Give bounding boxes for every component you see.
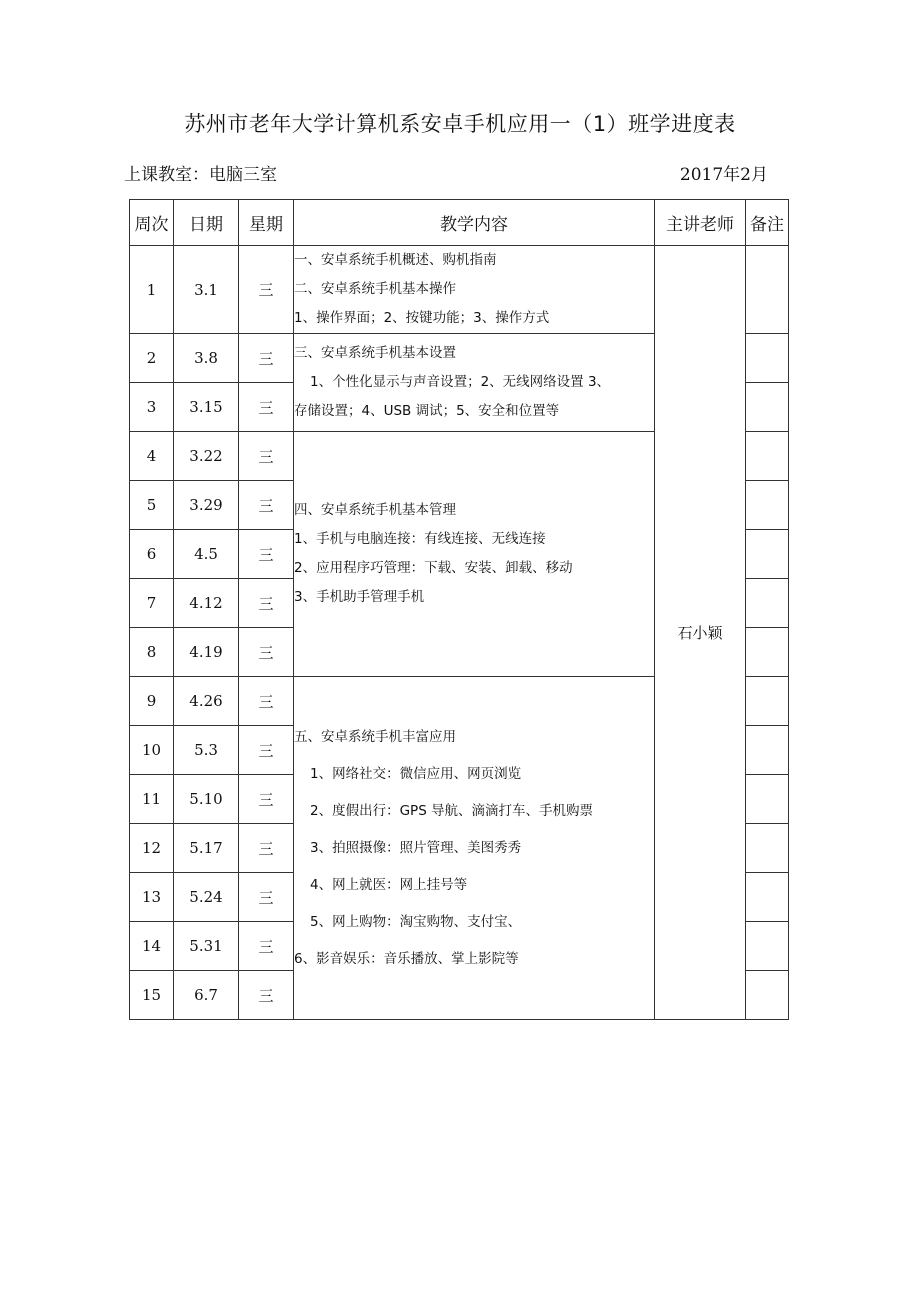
content-line: 1、网络社交：微信应用、网页浏览: [310, 765, 522, 782]
note-cell: [746, 432, 789, 481]
weekday-cell: 三: [239, 481, 294, 530]
week-cell: 4: [130, 432, 174, 481]
week-cell: 5: [130, 481, 174, 530]
weekday-cell: 三: [239, 922, 294, 971]
week-cell: 14: [130, 922, 174, 971]
weekday-cell: 三: [239, 873, 294, 922]
week-cell: 11: [130, 775, 174, 824]
content-line: 3、手机助手管理手机: [294, 589, 425, 605]
weekday-cell: 三: [239, 677, 294, 726]
weekday-cell: 三: [239, 334, 294, 383]
date-cell: 4.12: [174, 579, 239, 628]
note-cell: [746, 824, 789, 873]
content-line: 1、个性化显示与声音设置；2、无线网络设置 3、: [310, 374, 611, 390]
date-cell: 4.5: [174, 530, 239, 579]
weekday-cell: 三: [239, 579, 294, 628]
weekday-cell: 三: [239, 726, 294, 775]
date-cell: 3.15: [174, 383, 239, 432]
date-cell: 6.7: [174, 971, 239, 1020]
note-cell: [746, 334, 789, 383]
header-row: [130, 200, 789, 246]
date-cell: 5.3: [174, 726, 239, 775]
date-label: 2017年2月: [679, 165, 768, 185]
content-block-3: [294, 432, 655, 677]
weekday-cell: 三: [239, 432, 294, 481]
date-cell: 3.22: [174, 432, 239, 481]
header-content: 教学内容: [294, 200, 655, 246]
note-cell: [746, 873, 789, 922]
content-line: 一、安卓系统手机概述、购机指南: [294, 252, 497, 268]
weekday-cell: 三: [239, 246, 294, 334]
week-cell: 15: [130, 971, 174, 1020]
note-cell: [746, 530, 789, 579]
content-line: 3、拍照摄像：照片管理、美图秀秀: [310, 839, 522, 856]
note-cell: [746, 971, 789, 1020]
date-cell: 5.17: [174, 824, 239, 873]
week-cell: 6: [130, 530, 174, 579]
content-line: 6、影音娱乐：音乐播放、掌上影院等: [294, 950, 519, 967]
week-cell: 10: [130, 726, 174, 775]
note-cell: [746, 775, 789, 824]
header-weekday: 星期: [239, 200, 294, 246]
week-cell: 2: [130, 334, 174, 383]
content-block-4: [294, 677, 655, 1020]
weekday-cell: 三: [239, 775, 294, 824]
note-cell: [746, 922, 789, 971]
header-date: 日期: [174, 200, 239, 246]
note-cell: [746, 726, 789, 775]
date-cell: 5.10: [174, 775, 239, 824]
table-row: [130, 246, 789, 334]
content-line: 存储设置；4、USB 调试；5、安全和位置等: [294, 403, 560, 419]
date-cell: 3.1: [174, 246, 239, 334]
weekday-cell: 三: [239, 824, 294, 873]
content-line: 四、安卓系统手机基本管理: [294, 502, 456, 518]
weekday-cell: 三: [239, 628, 294, 677]
date-cell: 5.31: [174, 922, 239, 971]
header-week: 周次: [130, 200, 174, 246]
week-cell: 13: [130, 873, 174, 922]
note-cell: [746, 677, 789, 726]
weekday-cell: 三: [239, 383, 294, 432]
week-cell: 7: [130, 579, 174, 628]
note-cell: [746, 246, 789, 334]
content-line: 2、度假出行：GPS 导航、滴滴打车、手机购票: [310, 802, 594, 819]
content-line: 5、网上购物：淘宝购物、支付宝、: [310, 913, 522, 930]
content-line: 2、应用程序巧管理：下载、安装、卸载、移动: [294, 560, 573, 576]
classroom-label: 上课教室：电脑三室: [124, 165, 277, 185]
weekday-cell: 三: [239, 971, 294, 1020]
week-cell: 12: [130, 824, 174, 873]
week-cell: 9: [130, 677, 174, 726]
page-title: 苏州市老年大学计算机系安卓手机应用一（1）班学进度表: [184, 112, 736, 136]
content-line: 1、操作界面；2、按键功能；3、操作方式: [294, 310, 550, 326]
content-line: 三、安卓系统手机基本设置: [294, 345, 456, 361]
date-cell: 5.24: [174, 873, 239, 922]
content-line: 二、安卓系统手机基本操作: [294, 281, 456, 297]
schedule-table: [129, 199, 789, 1020]
content-block-1: [294, 246, 655, 334]
content-line: 五、安卓系统手机丰富应用: [294, 728, 456, 745]
header-teacher: 主讲老师: [655, 200, 746, 246]
teacher-cell: 石小颖: [655, 246, 746, 1020]
date-cell: 4.26: [174, 677, 239, 726]
week-cell: 3: [130, 383, 174, 432]
week-cell: 8: [130, 628, 174, 677]
note-cell: [746, 579, 789, 628]
week-cell: 1: [130, 246, 174, 334]
header-note: 备注: [746, 200, 789, 246]
note-cell: [746, 628, 789, 677]
note-cell: [746, 481, 789, 530]
content-line: 4、网上就医：网上挂号等: [310, 876, 468, 893]
content-block-2: [294, 334, 655, 432]
weekday-cell: 三: [239, 530, 294, 579]
note-cell: [746, 383, 789, 432]
content-line: 1、手机与电脑连接：有线连接、无线连接: [294, 531, 546, 547]
date-cell: 3.8: [174, 334, 239, 383]
date-cell: 3.29: [174, 481, 239, 530]
date-cell: 4.19: [174, 628, 239, 677]
